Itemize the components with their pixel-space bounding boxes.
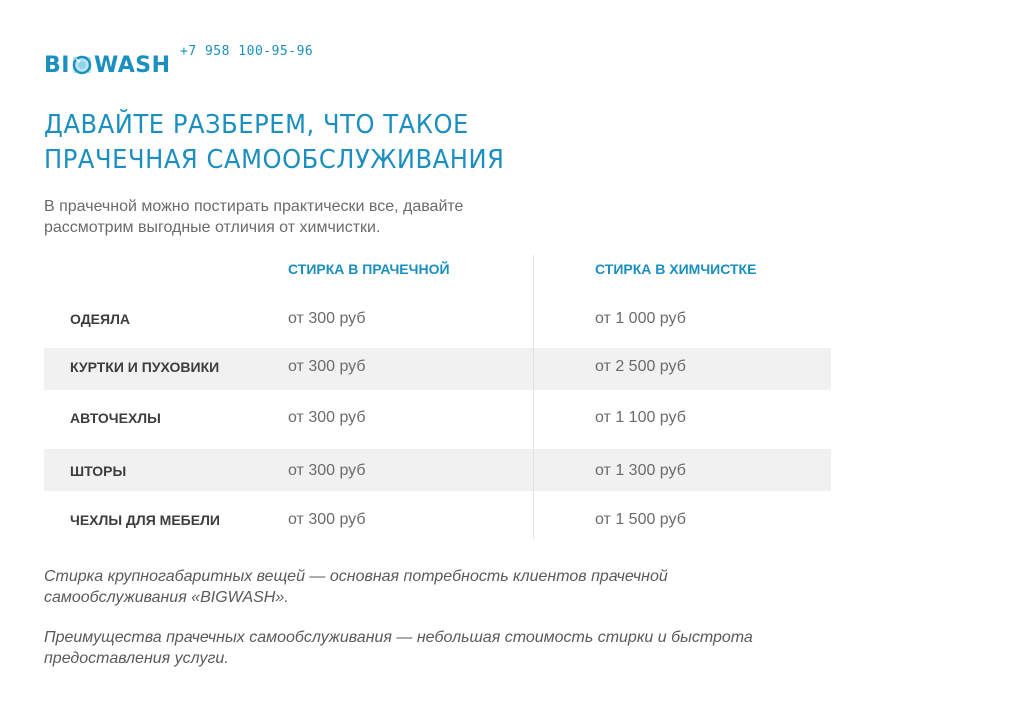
laundry-price: от 300 руб — [288, 358, 366, 375]
laundry-price: от 300 руб — [288, 409, 366, 426]
column-header-laundry: СТИРКА В ПРАЧЕЧНОЙ — [288, 261, 450, 277]
page-title-line: ДАВАЙТЕ РАЗБЕРЕМ, ЧТО ТАКОЕ — [44, 110, 469, 140]
item-name: КУРТКИ И ПУХОВИКИ — [70, 359, 220, 375]
table-row — [44, 499, 831, 541]
note-line: предоставления услуги. — [44, 650, 229, 667]
washing-machine-icon — [71, 54, 93, 76]
item-name: ОДЕЯЛА — [70, 311, 131, 327]
item-name: ЧЕХЛЫ ДЛЯ МЕБЕЛИ — [70, 512, 220, 528]
item-name: ШТОРЫ — [70, 463, 127, 479]
laundry-price: от 300 руб — [288, 310, 366, 327]
dryclean-price: от 1 100 руб — [595, 409, 686, 426]
page-title — [44, 108, 505, 178]
note-advantages — [44, 627, 764, 669]
note-bulky-items — [44, 566, 764, 608]
page-title-line: ПРАЧЕЧНАЯ САМООБСЛУЖИВАНИЯ — [44, 145, 505, 175]
bigwash-logo[interactable] — [44, 49, 171, 81]
price-comparison-table — [44, 255, 831, 539]
phone-number[interactable]: +7 958 100-95-96 — [180, 44, 314, 59]
note-line: самообслуживания «BIGWASH». — [44, 589, 289, 606]
table-row — [44, 298, 831, 340]
dryclean-price: от 2 500 руб — [595, 358, 686, 375]
laundry-price: от 300 руб — [288, 462, 366, 479]
dryclean-price: от 1 000 руб — [595, 310, 686, 327]
laundry-price: от 300 руб — [288, 511, 366, 528]
dryclean-price: от 1 300 руб — [595, 462, 686, 479]
intro-text-line: рассмотрим выгодные отличия от химчистки. — [44, 219, 381, 236]
table-row — [44, 450, 831, 492]
intro-text — [44, 196, 564, 238]
table-row — [44, 346, 831, 388]
logo-text-after: WASH — [93, 52, 171, 78]
column-header-dryclean: СТИРКА В ХИМЧИСТКЕ — [595, 261, 757, 277]
note-line: Стирка крупногабаритных вещей — основная потребность клиентов прачечной — [44, 568, 668, 585]
logo-text-before: BI — [44, 52, 70, 78]
dryclean-price: от 1 500 руб — [595, 511, 686, 528]
note-line: Преимущества прачечных самообслуживания — небольшая стоимость стирки и быстрота — [44, 629, 753, 646]
item-name: АВТОЧЕХЛЫ — [70, 410, 161, 426]
table-row — [44, 397, 831, 439]
intro-text-line: В прачечной можно постирать практически все, давайте — [44, 198, 464, 215]
